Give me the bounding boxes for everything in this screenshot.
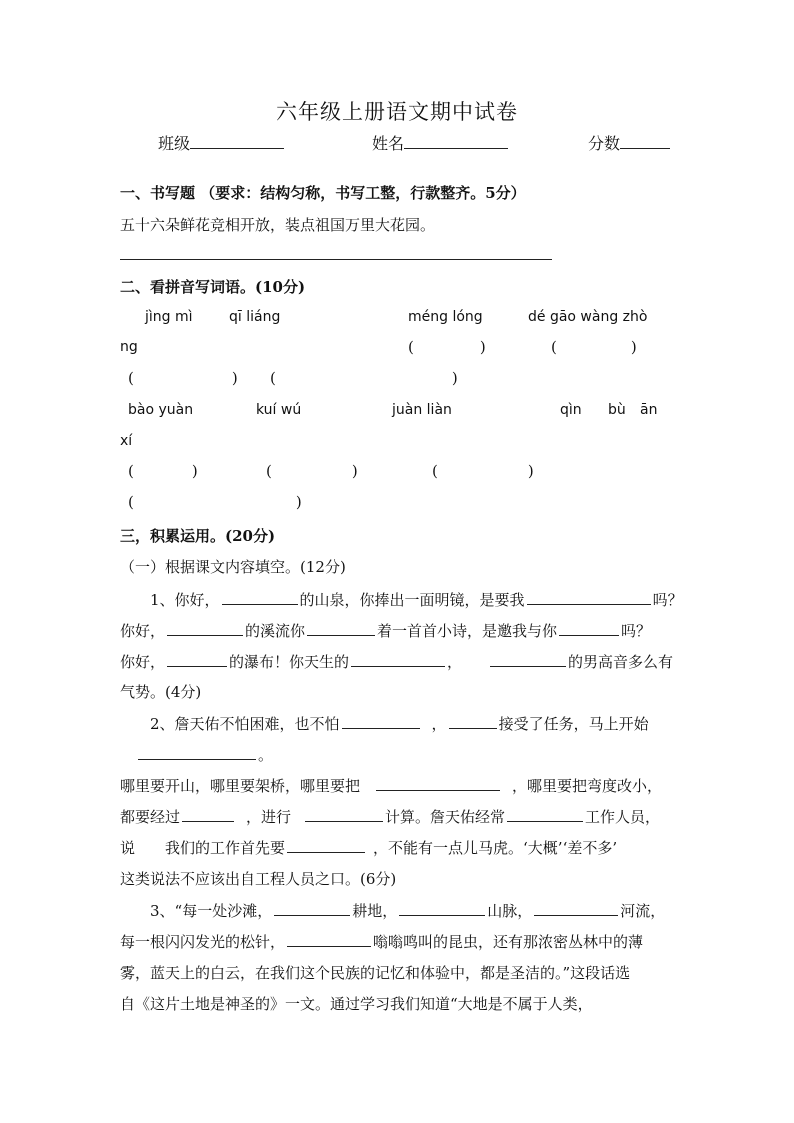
q2-line3: 哪里要开山，哪里要架桥，哪里要把 ，哪里要把弯度改小， [120, 777, 663, 795]
name-label: 姓名 [372, 134, 405, 153]
pinyin-8a: qìn [560, 402, 582, 418]
name-blank[interactable] [404, 132, 508, 149]
pinyin-2: qī liáng [229, 309, 281, 325]
q3-blank-4[interactable] [287, 931, 371, 947]
pinyin-1: jìng mì [145, 309, 193, 325]
q3-line1: 3、“每一处沙滩， 耕地， 山脉， 河流， [150, 902, 666, 920]
q2-blank-7[interactable] [507, 806, 583, 822]
q1-blank-7[interactable] [351, 651, 445, 667]
q1-line1: 1、你好， 的山泉，你捧出一面明镜，是要我 吗？ [150, 591, 683, 609]
pinyin-4-wrap: ng [120, 339, 138, 355]
q2-blank-1[interactable] [342, 713, 420, 729]
q3-line4: 自《这片土地是神圣的》一文。通过学习我们知道“大地是不属于人类， [120, 995, 593, 1013]
score-blank[interactable] [620, 132, 670, 149]
q2-blank-8[interactable] [287, 837, 365, 853]
pinyin-4: dé gāo wàng zhò [528, 309, 648, 325]
q3-blank-2[interactable] [399, 900, 485, 916]
pinyin-8b: bù [608, 402, 626, 418]
q2-line4: 都要经过 ，进行 计算。詹天佑经常 工作人员， [120, 808, 661, 826]
section3-sub1: （一）根据课文内容填空。(12分) [120, 558, 346, 576]
q1-blank-8[interactable] [490, 651, 566, 667]
pinyin-5: bào yuàn [128, 402, 194, 418]
class-field[interactable] [158, 131, 284, 154]
score-label: 分数 [588, 134, 621, 153]
q1-blank-6[interactable] [167, 651, 227, 667]
pinyin-6: kuí wú [256, 402, 302, 418]
q1-line4: 气势。(4分) [120, 683, 202, 701]
q3-line2: 每一根闪闪发光的松针， 嗡嗡鸣叫的昆虫，还有那浓密丛林中的薄 [120, 933, 644, 951]
q2-line2: 。 [136, 744, 273, 765]
q2-blank-4[interactable] [376, 775, 500, 791]
pinyin-8c: ān [640, 402, 658, 418]
q2-line5: 说 我们的工作首先要 ，不能有一点儿马虎。‘大概’‘差不多’ [120, 839, 618, 857]
q2-blank-2[interactable] [449, 713, 497, 729]
answer-paren-3[interactable]: ( ) [408, 338, 486, 356]
q3-blank-1[interactable] [274, 900, 350, 916]
answer-paren-2[interactable]: ( ) [270, 369, 458, 387]
q2-blank-5[interactable] [182, 806, 234, 822]
q3-line3: 雾，蓝天上的白云，在我们这个民族的记忆和体验中，都是圣洁的。”这段话选 [120, 964, 631, 982]
q2-blank-3[interactable] [138, 744, 256, 760]
section1-text: 五十六朵鲜花竞相开放，装点祖国万里大花园。 [120, 216, 436, 234]
pinyin-7: juàn liàn [392, 402, 452, 418]
q2-blank-6[interactable] [305, 806, 383, 822]
q1-line3: 你好， 的瀑布！你天生的 ， 的男高音多么有 [120, 653, 674, 671]
pinyin-3: méng lóng [408, 309, 483, 325]
answer-paren-6[interactable]: ( ) [266, 462, 358, 480]
score-field[interactable] [588, 131, 670, 154]
q2-line1: 2、詹天佑不怕困难，也不怕 ， 接受了任务，马上开始 [150, 715, 649, 733]
writing-line[interactable] [120, 259, 552, 260]
exam-title: 六年级上册语文期中试卷 [276, 100, 518, 124]
answer-paren-7[interactable]: ( ) [432, 462, 534, 480]
q1-blank-5[interactable] [559, 620, 619, 636]
section2-heading: 二、看拼音写词语。(10分) [120, 278, 306, 296]
pinyin-8-wrap: xí [120, 433, 133, 449]
section1-heading: 一、书写题 （要求：结构匀称，书写工整，行款整齐。5分） [120, 184, 526, 202]
q1-blank-1[interactable] [222, 589, 298, 605]
answer-paren-5[interactable]: ( ) [128, 462, 198, 480]
q1-line2: 你好， 的溪流你 着一首首小诗，是邀我与你 吗？ [120, 622, 652, 640]
section3-heading: 三，积累运用。(20分) [120, 527, 276, 545]
answer-paren-1[interactable]: ( ) [128, 369, 238, 387]
answer-paren-8[interactable]: ( ) [128, 493, 302, 511]
class-label: 班级 [158, 134, 191, 153]
class-blank[interactable] [190, 132, 284, 149]
q3-blank-3[interactable] [534, 900, 618, 916]
name-field[interactable] [372, 131, 508, 154]
q1-blank-4[interactable] [307, 620, 375, 636]
q1-blank-2[interactable] [527, 589, 651, 605]
answer-paren-4[interactable]: ( ) [551, 338, 637, 356]
q2-line6: 这类说法不应该出自工程人员之口。(6分) [120, 870, 397, 888]
q1-blank-3[interactable] [167, 620, 243, 636]
